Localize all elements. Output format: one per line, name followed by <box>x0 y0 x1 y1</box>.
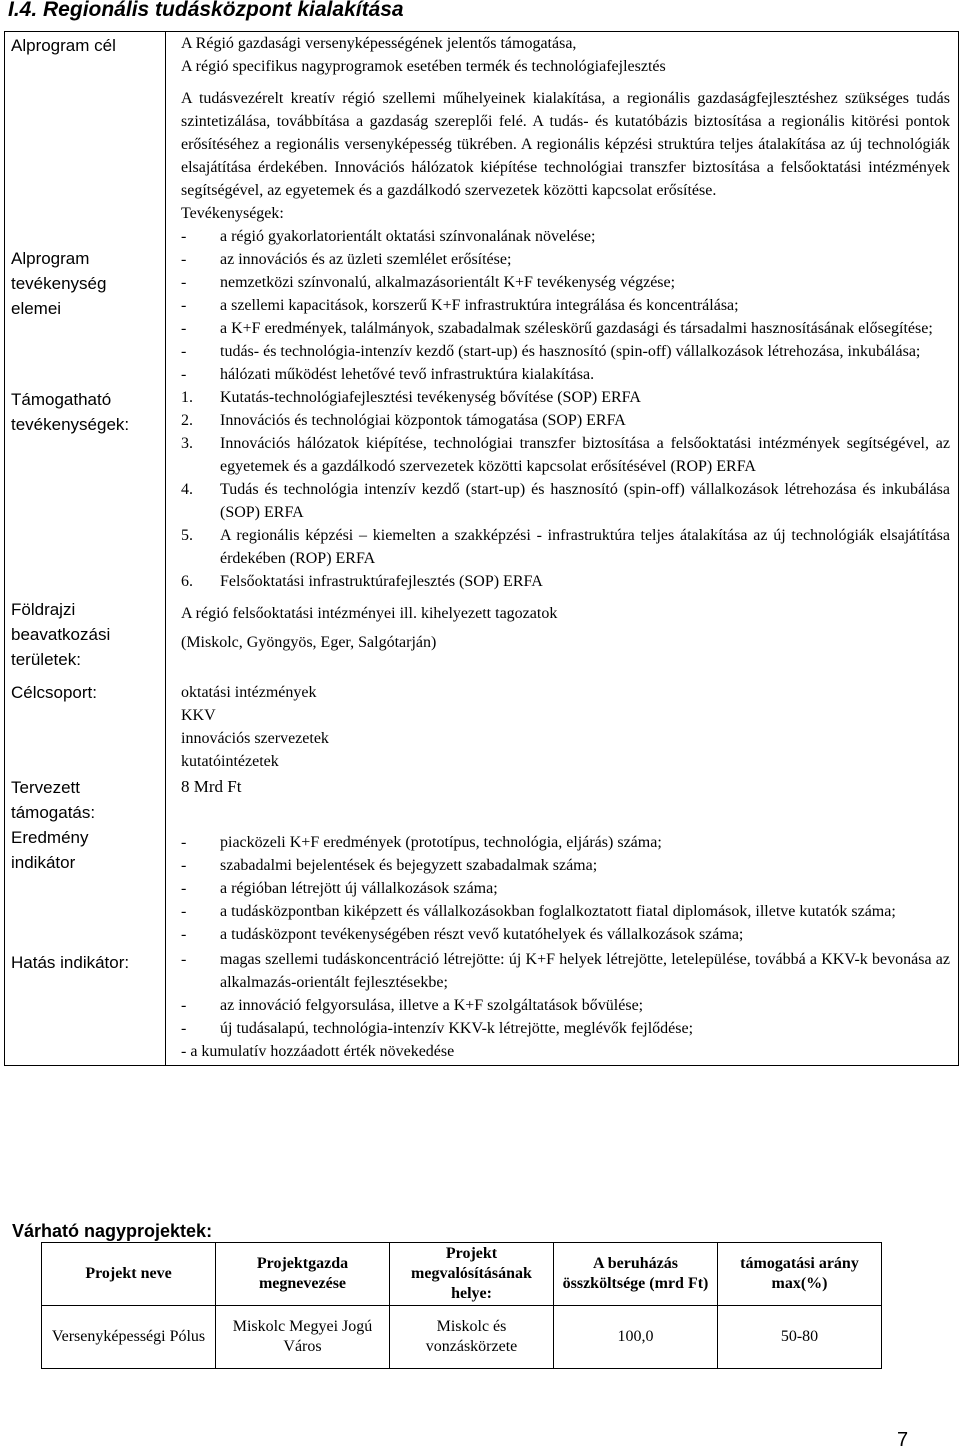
label-tevekenyseg-elemei <box>5 82 166 386</box>
list-item: 2. Innovációs és technológiai központok támogatása (SOP) ERFA <box>181 411 626 429</box>
row-celcsoport <box>5 672 959 773</box>
foldrajzi-line-2: (Miskolc, Gyöngyös, Eger, Salgótarján) <box>181 633 437 651</box>
list-item: - a régió gyakorlatorientált oktatási színvonalának növelése; <box>181 227 596 245</box>
list-item: - új tudásalapú, technológia-intenzív KKV-k létrejötte, meglévők fejlődése; <box>181 1019 694 1037</box>
table-cell: Miskolc és vonzáskörzete <box>390 1306 554 1369</box>
elemei-title: Tevékenységek: <box>181 204 284 222</box>
row-eredmeny <box>5 825 959 946</box>
row-tamogathato <box>5 386 959 593</box>
celcsoport-item: oktatási intézmények <box>181 683 317 701</box>
eredmeny-list <box>181 831 950 946</box>
list-item: - az innovációs és az üzleti szemlélet erősítése; <box>181 250 512 268</box>
list-item: - tudás- és technológia-intenzív kezdő (start-up) és hasznosító (spin-off) vállalkozások létrehozása, inkubálása; <box>181 342 921 360</box>
row-alprogram-cel <box>5 32 959 82</box>
label-tamogathato: Támogatható tevékenységek: <box>5 386 166 593</box>
label-hatas: Hatás indikátor: <box>5 946 166 1066</box>
list-item: - hálózati működést lehetővé tevő infrastruktúra kialakítása. <box>181 365 595 383</box>
cel-line-2: A régió specifikus nagyprogramok esetében termék és technológiafejlesztés <box>181 58 666 75</box>
value-hatas <box>166 946 959 1066</box>
list-item: - az innováció felgyorsulása, illetve a K+F szolgáltatások bővülése; <box>181 996 644 1014</box>
elemei-intro: A tudásvezérelt kreatív régió szellemi műhelyeinek kialakítása, a regionális gazdaságfejlesztéshez szükséges tudás szintetizálása, továbbítása a gazdaság szereplői felé. A tudás- és kutatóbázis biztosítása a regionális kitörési pontok erősítéséhez a regionális versenyképesség tükrében. A regionális képzési struktúra teljes átalakítása az új technológiák elsajátítása érdekében. Innovációs hálózatok kiépítése technológiai transzfer biztosítása a felsőoktatási intézmények segítségével, az egyetemek és a gazdálkodó szervezetek közötti kapcsolat erősítése. <box>181 89 950 199</box>
list-item: - nemzetközi színvonalú, alkalmazásorientált K+F tevékenység végzése; <box>181 273 676 291</box>
list-item: - a tudásközpont tevékenységében részt vevő kutatóhelyek és vállalkozások száma; <box>181 925 744 943</box>
value-alprogram-cel <box>166 32 959 82</box>
elemei-list <box>181 225 950 386</box>
header-cell: Projektgazda megnevezése <box>216 1243 390 1306</box>
label-eredmeny <box>5 825 166 946</box>
list-item: 1. Kutatás-technológiafejlesztési tevékenység bővítése (SOP) ERFA <box>181 388 641 406</box>
header-cell: Projekt megvalósításának helye: <box>390 1243 554 1306</box>
nagyprojektek-table <box>41 1242 882 1369</box>
label-eredmeny-text: Eredmény indikátor <box>11 827 89 872</box>
label-tevekenyseg-elemei-text: Alprogram tevékenység elemei <box>11 248 107 318</box>
list-item: - a tudásközpontban kiképzett és vállalkozásokban foglalkoztatott fiatal diplomások, illetve kutatók száma; <box>181 902 896 920</box>
celcsoport-item: innovációs szervezetek <box>181 729 329 747</box>
header-cell: A beruházás összköltsége (mrd Ft) <box>554 1243 718 1306</box>
table-cell: 100,0 <box>554 1306 718 1369</box>
row-hatas <box>5 946 959 1066</box>
table-row <box>42 1306 882 1369</box>
section-heading: I.4. Regionális tudásközpont kialakítása <box>8 0 404 21</box>
label-alprogram-cel: Alprogram cél <box>5 32 166 82</box>
row-tevekenyseg-elemei <box>5 82 959 386</box>
page-number: 7 <box>897 1429 909 1451</box>
label-foldrajzi <box>5 593 166 672</box>
table-header-row <box>42 1243 882 1306</box>
value-tamogathato <box>166 386 959 593</box>
value-eredmeny <box>166 825 959 946</box>
nagyprojektek-title: Várható nagyprojektek: <box>12 1221 213 1241</box>
hatas-last-item: - a kumulatív hozzáadott érték növekedése <box>181 1042 455 1060</box>
list-item: 4. Tudás és technológia intenzív kezdő (start-up) és hasznosító (spin-off) vállalkozások létrehozása és inkubálása (SOP) ERFA <box>181 480 950 521</box>
celcsoport-item: kutatóintézetek <box>181 752 279 770</box>
table-cell: Versenyképességi Pólus <box>42 1306 216 1369</box>
value-tervezett: 8 Mrd Ft <box>166 773 959 825</box>
value-foldrajzi <box>166 593 959 672</box>
row-foldrajzi <box>5 593 959 672</box>
hatas-list <box>181 948 950 1040</box>
cel-line-1: A Régió gazdasági versenyképességének jelentős támogatása, <box>181 35 577 52</box>
label-foldrajzi-text: Földrajzi beavatkozási területek: <box>11 599 111 669</box>
list-item: 5. A regionális képzési – kiemelten a szakképzési - infrastruktúra teljes átalakítása az új technológiák elsajátítása érdekében (ROP) ERFA <box>181 526 950 567</box>
list-item: - magas szellemi tudáskoncentráció létrejötte: új K+F helyek létrejötte, letelepülése, továbbá a KKV-k bevonása az alkalmazás-orientált fejlesztésekbe; <box>181 950 950 991</box>
list-item: - a szellemi kapacitások, korszerű K+F infrastruktúra integrálása és koncentrálása; <box>181 296 739 314</box>
row-tervezett <box>5 773 959 825</box>
table-cell: Miskolc Megyei Jogú Város <box>216 1306 390 1369</box>
list-item: - piacközeli K+F eredmények (prototípus, technológia, eljárás) száma; <box>181 833 662 851</box>
value-celcsoport <box>166 672 959 773</box>
header-cell: Projekt neve <box>42 1243 216 1306</box>
label-celcsoport: Célcsoport: <box>5 672 166 773</box>
tamogathato-list <box>181 386 950 593</box>
value-tevekenyseg-elemei <box>166 82 959 386</box>
program-table <box>4 31 959 1066</box>
list-item: - a K+F eredmények, találmányok, szabadalmak széleskörű gazdasági és társadalmi hasznosításának elősegítése; <box>181 319 933 337</box>
celcsoport-item: KKV <box>181 706 216 724</box>
label-tervezett <box>5 773 166 825</box>
foldrajzi-line-1: A régió felsőoktatási intézményei ill. kihelyezett tagozatok <box>181 604 558 622</box>
header-cell: támogatási arány max(%) <box>718 1243 882 1306</box>
list-item: 3. Innovációs hálózatok kiépítése, technológiai transzfer biztosítása a felsőoktatási intézmények segítségével, az egyetemek és a gazdálkodó szervezetek közötti kapcsolat erősítésével (ROP) ERFA <box>181 434 950 475</box>
list-item: - a régióban létrejött új vállalkozások száma; <box>181 879 498 897</box>
table-cell: 50-80 <box>718 1306 882 1369</box>
list-item: - szabadalmi bejelentések és bejegyzett szabadalmak száma; <box>181 856 598 874</box>
list-item: 6. Felsőoktatási infrastruktúrafejlesztés (SOP) ERFA <box>181 572 543 590</box>
label-tervezett-text: Tervezett támogatás: <box>11 777 96 822</box>
